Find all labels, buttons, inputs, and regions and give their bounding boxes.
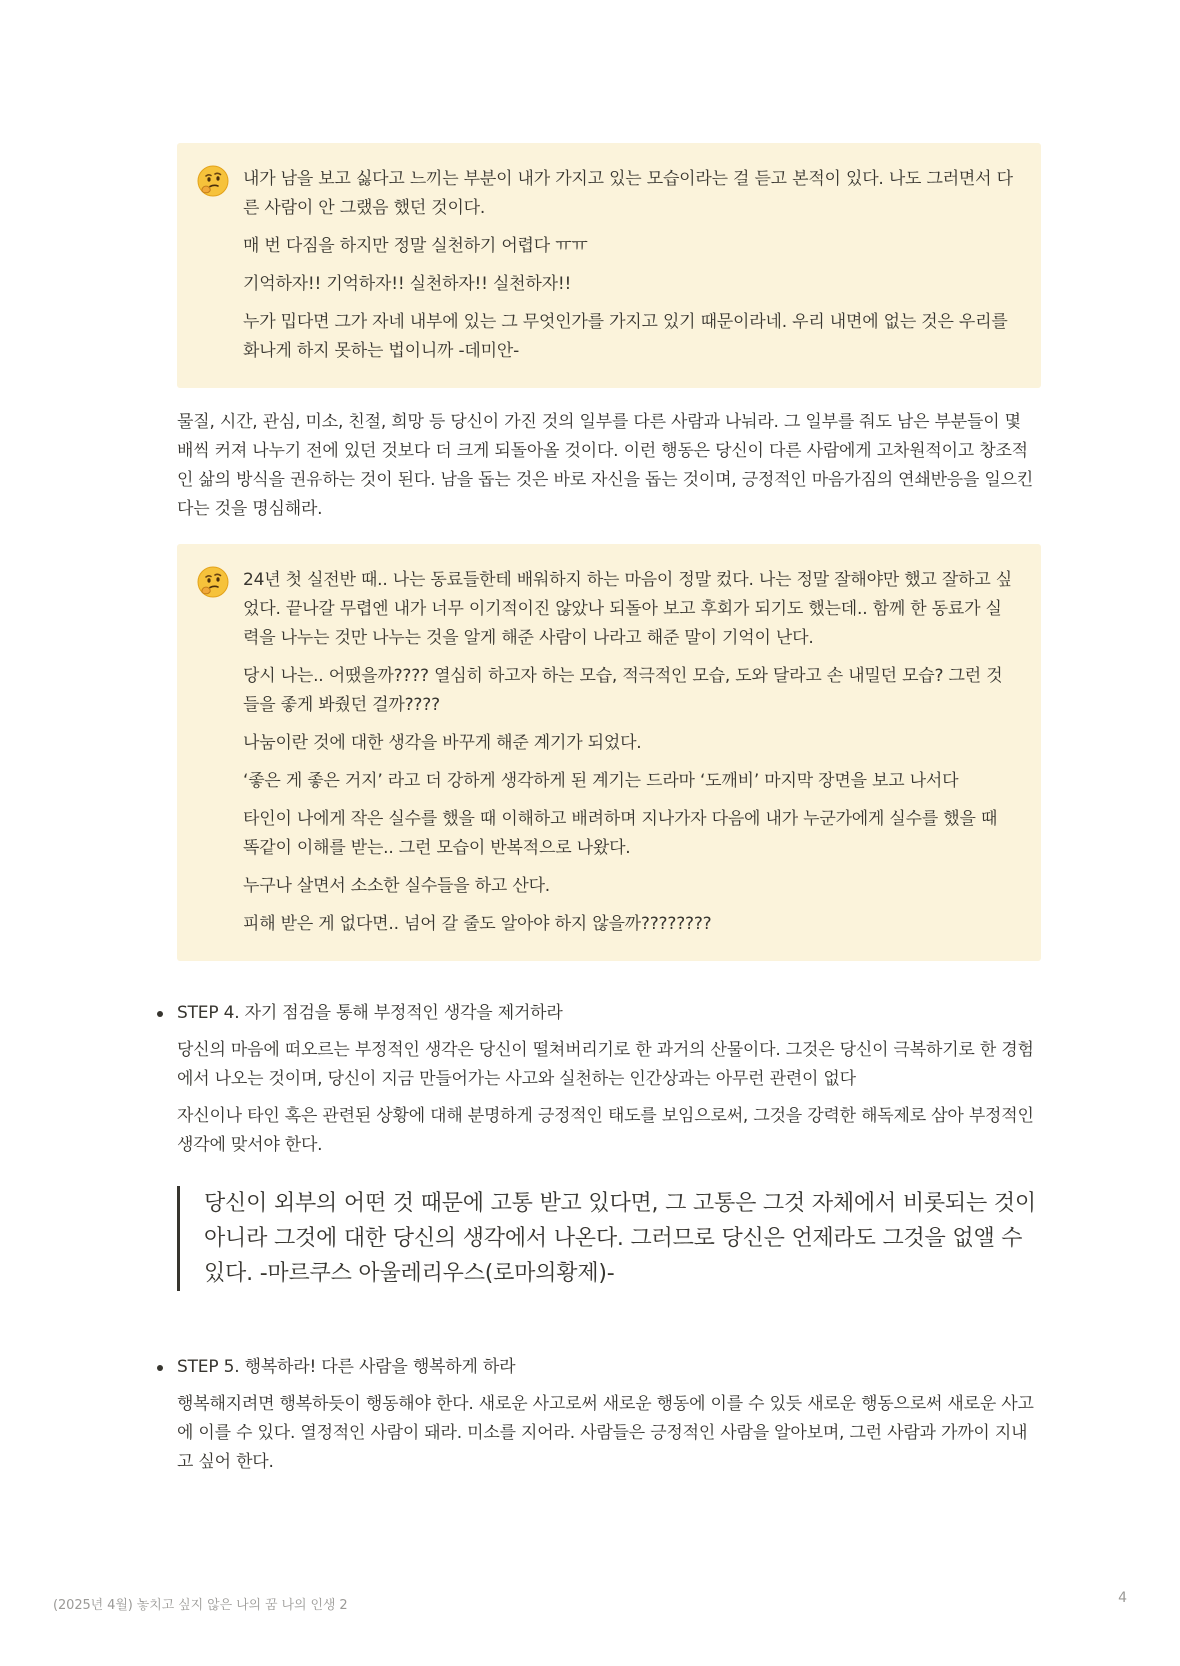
step-4-heading: STEP 4. 자기 점검을 통해 부정적인 생각을 제거하라: [177, 1003, 563, 1023]
quote-block: [177, 1186, 1041, 1291]
callout-1-paragraph: 매 번 다짐을 하지만 정말 실천하기 어렵다 ㅠㅠ: [243, 236, 588, 256]
callout-2-paragraph: 나눔이란 것에 대한 생각을 바꾸게 해준 계기가 되었다.: [243, 733, 642, 753]
callout-1-paragraph: 기억하자!! 기억하자!! 실천하자!! 실천하자!!: [243, 274, 572, 294]
step-5-paragraph: 행복해지려면 행복하듯이 행동해야 한다. 새로운 사고로써 새로운 행동에 이를 수 있듯 새로운 행동으로써 새로운 사고에 이를 수 있다. 열정적인 사람이 돼라. 미소를 지어라. 사람들은 긍정적인 사람을 알아보며, 그런 사람과 가까이 지내고 싶어 한다.: [177, 1394, 1034, 1472]
callout-2-paragraph: 당시 나는.. 어땠을까???? 열심히 하고자 하는 모습, 적극적인 모습, 도와 달라고 손 내밀던 모습? 그런 것들을 좋게 봐줬던 걸까????: [243, 666, 1003, 715]
step-4-paragraph: 자신이나 타인 혹은 관련된 상황에 대해 분명하게 긍정적인 태도를 보임으로써, 그것을 강력한 해독제로 삼아 부정적인 생각에 맞서야 한다.: [177, 1106, 1034, 1155]
bullet-dot-icon: [157, 1365, 163, 1371]
step-5-bullet: [177, 1353, 1041, 1382]
page-content: [177, 143, 1041, 1477]
footer-document-title: (2025년 4월) 놓치고 싶지 않은 나의 꿈 나의 인생 2: [53, 1598, 348, 1613]
callout-2-paragraph: 타인이 나에게 작은 실수를 했을 때 이해하고 배려하며 지나가자 다음에 내가 누군가에게 실수를 했을 때 똑같이 이해를 받는.. 그런 모습이 반복적으로 나왔다.: [243, 809, 998, 858]
callout-box-2: [177, 544, 1041, 961]
callout-2-paragraph: ‘좋은 게 좋은 거지’ 라고 더 강하게 생각하게 된 계기는 드라마 ‘도깨비’ 마지막 장면을 보고 나서다: [243, 771, 959, 791]
quote-text: 당신이 외부의 어떤 것 때문에 고통 받고 있다면, 그 고통은 그것 자체에서 비롯되는 것이 아니라 그것에 대한 당신의 생각에서 나온다. 그러므로 당신은 언제라도 그것을 없앨 수 있다. -마르쿠스 아울레리우스(로마의황제)-: [204, 1191, 1036, 1286]
body-paragraph: 물질, 시간, 관심, 미소, 친절, 희망 등 당신이 가진 것의 일부를 다른 사람과 나눠라. 그 일부를 줘도 남은 부분들이 몇 배씩 커져 나누기 전에 있던 것보다 더 크게 되돌아올 것이다. 이런 행동은 당신이 다른 사람에게 고차원적이고 창조적인 삶의 방식을 권유하는 것이 된다. 남을 돕는 것은 바로 자신을 돕는 것이며, 긍정적인 마음가짐의 연쇄반응을 일으킨다는 것을 명심해라.: [177, 412, 1034, 519]
callout-box-1: [177, 143, 1041, 388]
callout-2-paragraph: 피해 받은 게 없다면.. 넘어 갈 줄도 알아야 하지 않을까????????: [243, 914, 712, 934]
callout-2-paragraph: 24년 첫 실전반 때.. 나는 동료들한테 배워하지 하는 마음이 정말 컸다. 나는 정말 잘해야만 했고 잘하고 싶었다. 끝나갈 무렵엔 내가 너무 이기적이진 않았나 되돌아 보고 후회가 되기도 했는데.. 함께 한 동료가 실력을 나누는 것만 나누는 것을 알게 해준 사람이 나라고 해준 말이 기억이 난다.: [243, 570, 1012, 648]
step-4-paragraph: 당신의 마음에 떠오르는 부정적인 생각은 당신이 떨쳐버리기로 한 과거의 산물이다. 그것은 당신이 극복하기로 한 경험에서 나오는 것이며, 당신이 지금 만들어가는 사고와 실천하는 인간상과는 아무런 관련이 없다: [177, 1040, 1034, 1089]
footer-page-number: 4: [1118, 1590, 1127, 1606]
thinking-face-icon: [197, 165, 229, 197]
step-4-bullet: [177, 999, 1041, 1028]
thinking-face-icon: [197, 566, 229, 598]
step-5-heading: STEP 5. 행복하라! 다른 사람을 행복하게 하라: [177, 1357, 516, 1377]
bullet-dot-icon: [157, 1011, 163, 1017]
callout-1-paragraph: 내가 남을 보고 싫다고 느끼는 부분이 내가 가지고 있는 모습이라는 걸 듣고 본적이 있다. 나도 그러면서 다른 사람이 안 그랬음 했던 것이다.: [243, 169, 1013, 218]
callout-1-paragraph: 누가 밉다면 그가 자네 내부에 있는 그 무엇인가를 가지고 있기 때문이라네. 우리 내면에 없는 것은 우리를 화나게 하지 못하는 법이니까 -데미안-: [243, 312, 1008, 361]
callout-2-paragraph: 누구나 살면서 소소한 실수들을 하고 산다.: [243, 876, 550, 896]
